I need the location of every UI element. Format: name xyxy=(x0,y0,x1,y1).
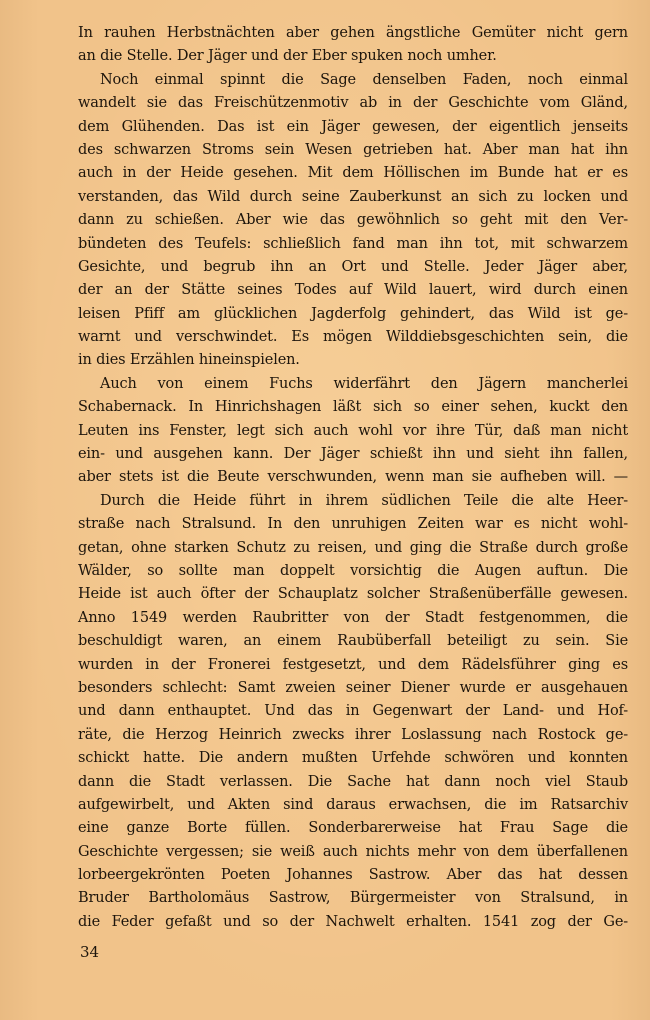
text-line: des schwarzen Stroms sein Wesen getrieben hat. Aber man hat ihn xyxy=(78,141,628,158)
text-line: der an der Stätte seines Todes auf Wild lauert, wird durch einen xyxy=(78,282,628,299)
text-line: Auch von einem Fuchs widerfährt den Jägern mancherlei xyxy=(100,375,628,392)
text-line: Anno 1549 werden Raubritter von der Stadt festgenommen, die xyxy=(78,609,628,626)
text-line: eine ganze Borte füllen. Sonderbarerweise hat Frau Sage die xyxy=(78,820,628,837)
text-line: an die Stelle. Der Jäger und der Eber spuken noch umher. xyxy=(78,48,497,65)
text-line: dann zu schießen. Aber wie das gewöhnlich so geht mit den Ver- xyxy=(78,212,628,229)
text-line: räte, die Herzog Heinrich zwecks ihrer Loslassung nach Rostock ge- xyxy=(78,726,628,743)
text-line: Geschichte vergessen; sie weiß auch nichts mehr von dem überfallenen xyxy=(78,843,628,860)
text-line: verstanden, das Wild durch seine Zauberkunst an sich zu locken und xyxy=(78,188,628,205)
text-line: schickt hatte. Die andern mußten Urfehde schwören und konnten xyxy=(78,750,628,767)
text-line: Heide ist auch öfter der Schauplatz solcher Straßenüberfälle gewesen. xyxy=(78,586,628,603)
text-line: bündeten des Teufels: schließlich fand man ihn tot, mit schwarzem xyxy=(78,235,628,252)
text-line: Durch die Heide führt in ihrem südlichen Teile die alte Heer- xyxy=(100,492,628,509)
text-line: besonders schlecht: Samt zweien seiner Diener wurde er ausgehauen xyxy=(78,679,628,696)
text-line: straße nach Stralsund. In den unruhigen Zeiten war es nicht wohl- xyxy=(78,516,628,533)
text-line: ein- und ausgehen kann. Der Jäger schießt ihn und sieht ihn fallen, xyxy=(78,446,628,463)
text-line: die Feder gefaßt und so der Nachwelt erhalten. 1541 zog der Ge- xyxy=(78,913,628,930)
text-line: Noch einmal spinnt die Sage denselben Faden, noch einmal xyxy=(100,71,628,88)
text-line: Leuten ins Fenster, legt sich auch wohl vor ihre Tür, daß man nicht xyxy=(78,422,628,439)
text-line: aufgewirbelt, und Akten sind daraus erwachsen, die im Ratsarchiv xyxy=(78,796,628,813)
text-line: auch in der Heide gesehen. Mit dem Höllischen im Bunde hat er es xyxy=(78,165,628,182)
text-line: und dann enthauptet. Und das in Gegenwart der Land- und Hof- xyxy=(78,703,628,720)
text-line: lorbeergekrönten Poeten Johannes Sastrow. Aber das hat dessen xyxy=(78,867,628,884)
text-line: dann die Stadt verlassen. Die Sache hat dann noch viel Staub xyxy=(78,773,628,790)
text-line: beschuldigt waren, an einem Raubüberfall beteiligt zu sein. Sie xyxy=(78,633,628,650)
text-line: aber stets ist die Beute verschwunden, wenn man sie aufheben will. — xyxy=(78,469,628,486)
text-line: Bruder Bartholomäus Sastrow, Bürgermeister von Stralsund, in xyxy=(78,890,628,907)
text-line: Gesichte, und begrub ihn an Ort und Stelle. Jeder Jäger aber, xyxy=(78,258,628,275)
text-line: in dies Erzählen hineinspielen. xyxy=(78,352,300,369)
text-line: dem Glühenden. Das ist ein Jäger gewesen, der eigentlich jenseits xyxy=(78,118,628,135)
text-line: warnt und verschwindet. Es mögen Wilddiebsgeschichten sein, die xyxy=(78,329,628,346)
page-number: 34 xyxy=(80,943,100,961)
text-line: wandelt sie das Freischützenmotiv ab in der Geschichte vom Gländ, xyxy=(78,95,628,112)
text-line: getan, ohne starken Schutz zu reisen, und ging die Straße durch große xyxy=(78,539,628,556)
text-line: wurden in der Fronerei festgesetzt, und dem Rädelsführer ging es xyxy=(78,656,628,673)
text-line: leisen Pfiff am glücklichen Jagderfolg gehindert, das Wild ist ge- xyxy=(78,305,628,322)
text-line: Schabernack. In Hinrichshagen läßt sich so einer sehen, kuckt den xyxy=(78,399,628,416)
body-text xyxy=(78,22,628,934)
text-line: In rauhen Herbstnächten aber gehen ängstliche Gemüter nicht gern xyxy=(78,25,628,41)
text-line: Wälder, so sollte man doppelt vorsichtig die Augen auftun. Die xyxy=(78,562,628,579)
